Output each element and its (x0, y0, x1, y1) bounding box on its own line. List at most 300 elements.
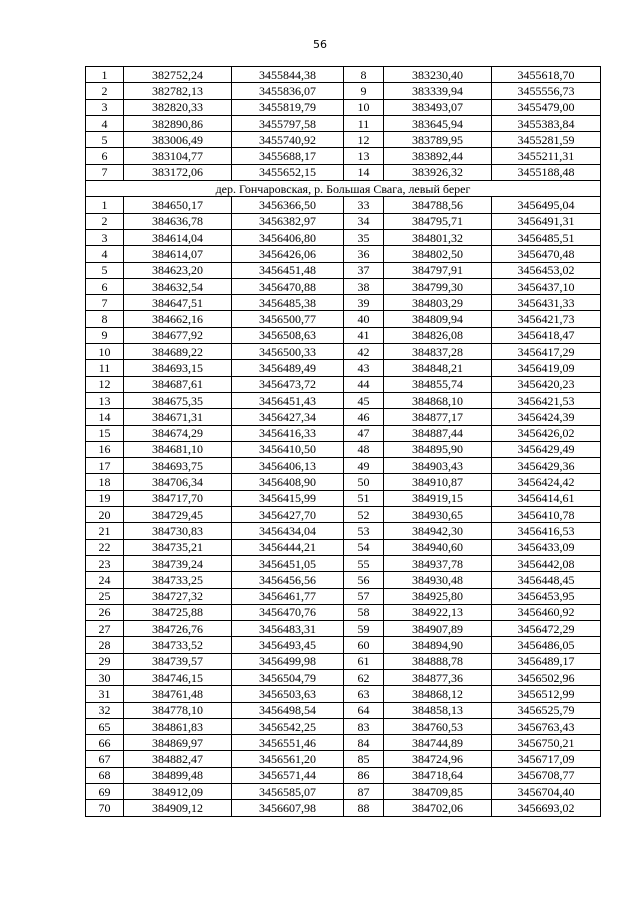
point-number-right: 46 (344, 409, 384, 425)
y-coordinate-right: 3456460,92 (492, 604, 601, 620)
x-coordinate-left: 384739,24 (124, 555, 232, 571)
y-coordinate-left: 3456561,20 (232, 751, 344, 767)
x-coordinate-left: 384778,10 (124, 702, 232, 718)
x-coordinate-left: 384730,83 (124, 523, 232, 539)
y-coordinate-left: 3456426,06 (232, 246, 344, 262)
x-coordinate-left: 384726,76 (124, 621, 232, 637)
x-coordinate-right: 384940,60 (384, 539, 492, 555)
x-coordinate-left: 384761,48 (124, 686, 232, 702)
y-coordinate-right: 3455188,48 (492, 164, 601, 180)
table-row (86, 800, 601, 816)
y-coordinate-left: 3456427,34 (232, 409, 344, 425)
x-coordinate-right: 384724,96 (384, 751, 492, 767)
point-number-right: 10 (344, 99, 384, 115)
y-coordinate-left: 3456406,13 (232, 458, 344, 474)
point-number-left: 66 (86, 735, 124, 751)
table-row (86, 539, 601, 555)
point-number-left: 68 (86, 767, 124, 783)
y-coordinate-right: 3456421,73 (492, 311, 601, 327)
y-coordinate-right: 3456750,21 (492, 735, 601, 751)
table-row (86, 490, 601, 506)
x-coordinate-left: 384671,31 (124, 409, 232, 425)
point-number-left: 4 (86, 246, 124, 262)
x-coordinate-right: 384795,71 (384, 213, 492, 229)
y-coordinate-right: 3456419,09 (492, 360, 601, 376)
point-number-left: 5 (86, 132, 124, 148)
point-number-left: 30 (86, 669, 124, 685)
table-row (86, 767, 601, 783)
point-number-left: 69 (86, 784, 124, 800)
point-number-left: 5 (86, 262, 124, 278)
page-number: 56 (313, 38, 327, 51)
point-number-left: 24 (86, 572, 124, 588)
table-row (86, 392, 601, 408)
table-row (86, 262, 601, 278)
y-coordinate-left: 3456461,77 (232, 588, 344, 604)
table-row (86, 115, 601, 131)
x-coordinate-left: 384706,34 (124, 474, 232, 490)
point-number-right: 48 (344, 441, 384, 457)
point-number-right: 43 (344, 360, 384, 376)
x-coordinate-right: 384868,12 (384, 686, 492, 702)
x-coordinate-right: 384868,10 (384, 392, 492, 408)
x-coordinate-right: 383230,40 (384, 67, 492, 83)
point-number-left: 32 (86, 702, 124, 718)
x-coordinate-right: 384919,15 (384, 490, 492, 506)
point-number-left: 1 (86, 67, 124, 83)
y-coordinate-left: 3456607,98 (232, 800, 344, 816)
point-number-left: 9 (86, 327, 124, 343)
x-coordinate-right: 384877,36 (384, 669, 492, 685)
point-number-left: 15 (86, 425, 124, 441)
y-coordinate-left: 3455797,58 (232, 115, 344, 131)
y-coordinate-right: 3456704,40 (492, 784, 601, 800)
y-coordinate-right: 3456420,23 (492, 376, 601, 392)
x-coordinate-left: 382890,86 (124, 115, 232, 131)
point-number-right: 52 (344, 507, 384, 523)
x-coordinate-left: 384912,09 (124, 784, 232, 800)
x-coordinate-left: 384623,20 (124, 262, 232, 278)
point-number-right: 41 (344, 327, 384, 343)
y-coordinate-right: 3456410,78 (492, 507, 601, 523)
y-coordinate-right: 3456489,17 (492, 653, 601, 669)
y-coordinate-left: 3455844,38 (232, 67, 344, 83)
y-coordinate-right: 3456708,77 (492, 767, 601, 783)
x-coordinate-left: 384733,52 (124, 637, 232, 653)
x-coordinate-right: 384802,50 (384, 246, 492, 262)
point-number-right: 88 (344, 800, 384, 816)
table-row (86, 409, 601, 425)
point-number-left: 10 (86, 344, 124, 360)
x-coordinate-right: 384887,44 (384, 425, 492, 441)
y-coordinate-left: 3456485,38 (232, 295, 344, 311)
y-coordinate-right: 3456429,49 (492, 441, 601, 457)
table-row (86, 148, 601, 164)
x-coordinate-left: 384727,32 (124, 588, 232, 604)
x-coordinate-right: 383339,94 (384, 83, 492, 99)
x-coordinate-right: 384930,48 (384, 572, 492, 588)
table-row (86, 295, 601, 311)
point-number-right: 44 (344, 376, 384, 392)
table-row (86, 344, 601, 360)
x-coordinate-left: 382782,13 (124, 83, 232, 99)
point-number-right: 60 (344, 637, 384, 653)
y-coordinate-right: 3456485,51 (492, 229, 601, 245)
x-coordinate-left: 384717,70 (124, 490, 232, 506)
point-number-left: 7 (86, 295, 124, 311)
point-number-right: 8 (344, 67, 384, 83)
x-coordinate-right: 384760,53 (384, 718, 492, 734)
point-number-right: 84 (344, 735, 384, 751)
point-number-left: 29 (86, 653, 124, 669)
y-coordinate-right: 3455556,73 (492, 83, 601, 99)
table-row (86, 637, 601, 653)
y-coordinate-right: 3456472,29 (492, 621, 601, 637)
point-number-right: 33 (344, 197, 384, 213)
point-number-right: 47 (344, 425, 384, 441)
x-coordinate-right: 383892,44 (384, 148, 492, 164)
y-coordinate-right: 3456693,02 (492, 800, 601, 816)
point-number-right: 51 (344, 490, 384, 506)
table-row (86, 702, 601, 718)
table-row (86, 229, 601, 245)
x-coordinate-left: 384614,07 (124, 246, 232, 262)
y-coordinate-right: 3456437,10 (492, 278, 601, 294)
y-coordinate-left: 3456444,21 (232, 539, 344, 555)
point-number-left: 8 (86, 311, 124, 327)
table-row (86, 360, 601, 376)
table-row (86, 164, 601, 180)
coordinates-table (85, 66, 601, 817)
table-row (86, 311, 601, 327)
x-coordinate-left: 382752,24 (124, 67, 232, 83)
x-coordinate-right: 384942,30 (384, 523, 492, 539)
y-coordinate-right: 3456453,95 (492, 588, 601, 604)
point-number-right: 12 (344, 132, 384, 148)
point-number-right: 64 (344, 702, 384, 718)
table-row (86, 132, 601, 148)
y-coordinate-left: 3455740,92 (232, 132, 344, 148)
point-number-right: 87 (344, 784, 384, 800)
y-coordinate-left: 3456427,70 (232, 507, 344, 523)
table-row (86, 555, 601, 571)
table-row (86, 621, 601, 637)
x-coordinate-right: 383926,32 (384, 164, 492, 180)
x-coordinate-right: 384907,89 (384, 621, 492, 637)
table-row (86, 197, 601, 213)
point-number-right: 42 (344, 344, 384, 360)
table-row (86, 67, 601, 83)
point-number-right: 62 (344, 669, 384, 685)
point-number-right: 55 (344, 555, 384, 571)
x-coordinate-right: 384855,74 (384, 376, 492, 392)
y-coordinate-right: 3456421,53 (492, 392, 601, 408)
y-coordinate-left: 3456456,56 (232, 572, 344, 588)
point-number-left: 12 (86, 376, 124, 392)
y-coordinate-left: 3456504,79 (232, 669, 344, 685)
y-coordinate-left: 3456551,46 (232, 735, 344, 751)
point-number-right: 86 (344, 767, 384, 783)
point-number-right: 57 (344, 588, 384, 604)
y-coordinate-right: 3456502,96 (492, 669, 601, 685)
x-coordinate-right: 384788,56 (384, 197, 492, 213)
y-coordinate-left: 3456366,50 (232, 197, 344, 213)
point-number-left: 4 (86, 115, 124, 131)
x-coordinate-left: 384689,22 (124, 344, 232, 360)
y-coordinate-left: 3456498,54 (232, 702, 344, 718)
y-coordinate-left: 3456489,49 (232, 360, 344, 376)
point-number-left: 3 (86, 99, 124, 115)
y-coordinate-right: 3455479,00 (492, 99, 601, 115)
x-coordinate-left: 384735,21 (124, 539, 232, 555)
x-coordinate-left: 384693,15 (124, 360, 232, 376)
table-row (86, 653, 601, 669)
point-number-left: 23 (86, 555, 124, 571)
x-coordinate-left: 383104,77 (124, 148, 232, 164)
point-number-left: 18 (86, 474, 124, 490)
y-coordinate-left: 3456415,99 (232, 490, 344, 506)
point-number-left: 19 (86, 490, 124, 506)
y-coordinate-right: 3456429,36 (492, 458, 601, 474)
y-coordinate-right: 3456717,09 (492, 751, 601, 767)
y-coordinate-right: 3456417,29 (492, 344, 601, 360)
y-coordinate-left: 3455836,07 (232, 83, 344, 99)
y-coordinate-left: 3456483,31 (232, 621, 344, 637)
table-row (86, 474, 601, 490)
y-coordinate-left: 3456416,33 (232, 425, 344, 441)
y-coordinate-left: 3456500,33 (232, 344, 344, 360)
x-coordinate-right: 384799,30 (384, 278, 492, 294)
x-coordinate-right: 384937,78 (384, 555, 492, 571)
y-coordinate-left: 3456434,04 (232, 523, 344, 539)
point-number-right: 85 (344, 751, 384, 767)
y-coordinate-right: 3456416,53 (492, 523, 601, 539)
x-coordinate-right: 384826,08 (384, 327, 492, 343)
point-number-left: 6 (86, 148, 124, 164)
y-coordinate-left: 3455688,17 (232, 148, 344, 164)
point-number-right: 39 (344, 295, 384, 311)
y-coordinate-right: 3455211,31 (492, 148, 601, 164)
y-coordinate-right: 3456442,08 (492, 555, 601, 571)
point-number-left: 70 (86, 800, 124, 816)
x-coordinate-left: 384739,57 (124, 653, 232, 669)
x-coordinate-right: 384702,06 (384, 800, 492, 816)
x-coordinate-left: 383006,49 (124, 132, 232, 148)
table-row (86, 523, 601, 539)
x-coordinate-left: 384729,45 (124, 507, 232, 523)
y-coordinate-right: 3456525,79 (492, 702, 601, 718)
point-number-left: 1 (86, 197, 124, 213)
x-coordinate-right: 384894,90 (384, 637, 492, 653)
y-coordinate-left: 3456500,77 (232, 311, 344, 327)
point-number-left: 7 (86, 164, 124, 180)
table-row (86, 425, 601, 441)
table-row (86, 507, 601, 523)
point-number-left: 6 (86, 278, 124, 294)
section-title: дер. Гончаровская, р. Большая Свага, левый берег (86, 181, 601, 197)
y-coordinate-left: 3456508,63 (232, 327, 344, 343)
x-coordinate-right: 384837,28 (384, 344, 492, 360)
x-coordinate-left: 384677,92 (124, 327, 232, 343)
point-number-left: 27 (86, 621, 124, 637)
point-number-right: 35 (344, 229, 384, 245)
x-coordinate-left: 384861,83 (124, 718, 232, 734)
y-coordinate-left: 3456406,80 (232, 229, 344, 245)
point-number-left: 13 (86, 392, 124, 408)
point-number-left: 26 (86, 604, 124, 620)
point-number-right: 36 (344, 246, 384, 262)
table-row (86, 718, 601, 734)
y-coordinate-right: 3456426,02 (492, 425, 601, 441)
x-coordinate-right: 384797,91 (384, 262, 492, 278)
x-coordinate-right: 383493,07 (384, 99, 492, 115)
y-coordinate-left: 3456571,44 (232, 767, 344, 783)
y-coordinate-left: 3456470,88 (232, 278, 344, 294)
point-number-left: 28 (86, 637, 124, 653)
x-coordinate-right: 384848,21 (384, 360, 492, 376)
y-coordinate-left: 3456542,25 (232, 718, 344, 734)
x-coordinate-right: 384910,87 (384, 474, 492, 490)
y-coordinate-left: 3456451,43 (232, 392, 344, 408)
y-coordinate-right: 3456763,43 (492, 718, 601, 734)
point-number-right: 59 (344, 621, 384, 637)
y-coordinate-left: 3456473,72 (232, 376, 344, 392)
x-coordinate-left: 384725,88 (124, 604, 232, 620)
section-header-row (86, 181, 601, 197)
y-coordinate-left: 3456451,48 (232, 262, 344, 278)
x-coordinate-left: 384681,10 (124, 441, 232, 457)
y-coordinate-right: 3456470,48 (492, 246, 601, 262)
point-number-left: 17 (86, 458, 124, 474)
y-coordinate-left: 3456382,97 (232, 213, 344, 229)
y-coordinate-right: 3456433,09 (492, 539, 601, 555)
table-row (86, 99, 601, 115)
y-coordinate-right: 3456431,33 (492, 295, 601, 311)
x-coordinate-right: 384888,78 (384, 653, 492, 669)
point-number-right: 63 (344, 686, 384, 702)
point-number-right: 40 (344, 311, 384, 327)
x-coordinate-right: 383789,95 (384, 132, 492, 148)
y-coordinate-right: 3455383,84 (492, 115, 601, 131)
point-number-left: 22 (86, 539, 124, 555)
x-coordinate-right: 384803,29 (384, 295, 492, 311)
point-number-left: 16 (86, 441, 124, 457)
x-coordinate-right: 384925,80 (384, 588, 492, 604)
x-coordinate-left: 384636,78 (124, 213, 232, 229)
x-coordinate-left: 384733,25 (124, 572, 232, 588)
table-row (86, 751, 601, 767)
x-coordinate-right: 384895,90 (384, 441, 492, 457)
point-number-right: 9 (344, 83, 384, 99)
x-coordinate-left: 384614,04 (124, 229, 232, 245)
table-row (86, 588, 601, 604)
table-row (86, 686, 601, 702)
x-coordinate-left: 383172,06 (124, 164, 232, 180)
x-coordinate-left: 382820,33 (124, 99, 232, 115)
y-coordinate-right: 3456414,61 (492, 490, 601, 506)
x-coordinate-left: 384650,17 (124, 197, 232, 213)
point-number-left: 14 (86, 409, 124, 425)
x-coordinate-right: 384809,94 (384, 311, 492, 327)
x-coordinate-left: 384674,29 (124, 425, 232, 441)
table-row (86, 278, 601, 294)
point-number-left: 21 (86, 523, 124, 539)
point-number-left: 31 (86, 686, 124, 702)
x-coordinate-right: 384877,17 (384, 409, 492, 425)
y-coordinate-left: 3456493,45 (232, 637, 344, 653)
y-coordinate-right: 3456486,05 (492, 637, 601, 653)
y-coordinate-right: 3456491,31 (492, 213, 601, 229)
point-number-right: 14 (344, 164, 384, 180)
x-coordinate-right: 383645,94 (384, 115, 492, 131)
y-coordinate-left: 3456585,07 (232, 784, 344, 800)
x-coordinate-left: 384647,51 (124, 295, 232, 311)
y-coordinate-right: 3456495,04 (492, 197, 601, 213)
x-coordinate-right: 384801,32 (384, 229, 492, 245)
point-number-right: 83 (344, 718, 384, 734)
y-coordinate-right: 3456453,02 (492, 262, 601, 278)
table-row (86, 604, 601, 620)
y-coordinate-right: 3455281,59 (492, 132, 601, 148)
x-coordinate-left: 384632,54 (124, 278, 232, 294)
table-row (86, 441, 601, 457)
x-coordinate-left: 384882,47 (124, 751, 232, 767)
table-row (86, 669, 601, 685)
point-number-right: 49 (344, 458, 384, 474)
table-row (86, 735, 601, 751)
point-number-right: 61 (344, 653, 384, 669)
x-coordinate-left: 384662,16 (124, 311, 232, 327)
x-coordinate-left: 384687,61 (124, 376, 232, 392)
x-coordinate-left: 384746,15 (124, 669, 232, 685)
point-number-left: 3 (86, 229, 124, 245)
point-number-right: 54 (344, 539, 384, 555)
point-number-right: 37 (344, 262, 384, 278)
point-number-right: 45 (344, 392, 384, 408)
point-number-right: 56 (344, 572, 384, 588)
y-coordinate-right: 3456418,47 (492, 327, 601, 343)
x-coordinate-right: 384709,85 (384, 784, 492, 800)
table-row (86, 572, 601, 588)
y-coordinate-right: 3456424,42 (492, 474, 601, 490)
table-row (86, 327, 601, 343)
x-coordinate-left: 384899,48 (124, 767, 232, 783)
point-number-right: 13 (344, 148, 384, 164)
y-coordinate-left: 3455819,79 (232, 99, 344, 115)
y-coordinate-right: 3456512,99 (492, 686, 601, 702)
point-number-left: 2 (86, 213, 124, 229)
point-number-left: 11 (86, 360, 124, 376)
x-coordinate-left: 384693,75 (124, 458, 232, 474)
x-coordinate-right: 384858,13 (384, 702, 492, 718)
table-row (86, 376, 601, 392)
point-number-left: 2 (86, 83, 124, 99)
x-coordinate-right: 384718,64 (384, 767, 492, 783)
table-row (86, 784, 601, 800)
point-number-right: 50 (344, 474, 384, 490)
x-coordinate-left: 384675,35 (124, 392, 232, 408)
y-coordinate-left: 3456470,76 (232, 604, 344, 620)
x-coordinate-left: 384909,12 (124, 800, 232, 816)
table-row (86, 83, 601, 99)
point-number-right: 38 (344, 278, 384, 294)
x-coordinate-left: 384869,97 (124, 735, 232, 751)
table-row (86, 246, 601, 262)
point-number-right: 11 (344, 115, 384, 131)
point-number-right: 58 (344, 604, 384, 620)
point-number-left: 20 (86, 507, 124, 523)
x-coordinate-right: 384922,13 (384, 604, 492, 620)
